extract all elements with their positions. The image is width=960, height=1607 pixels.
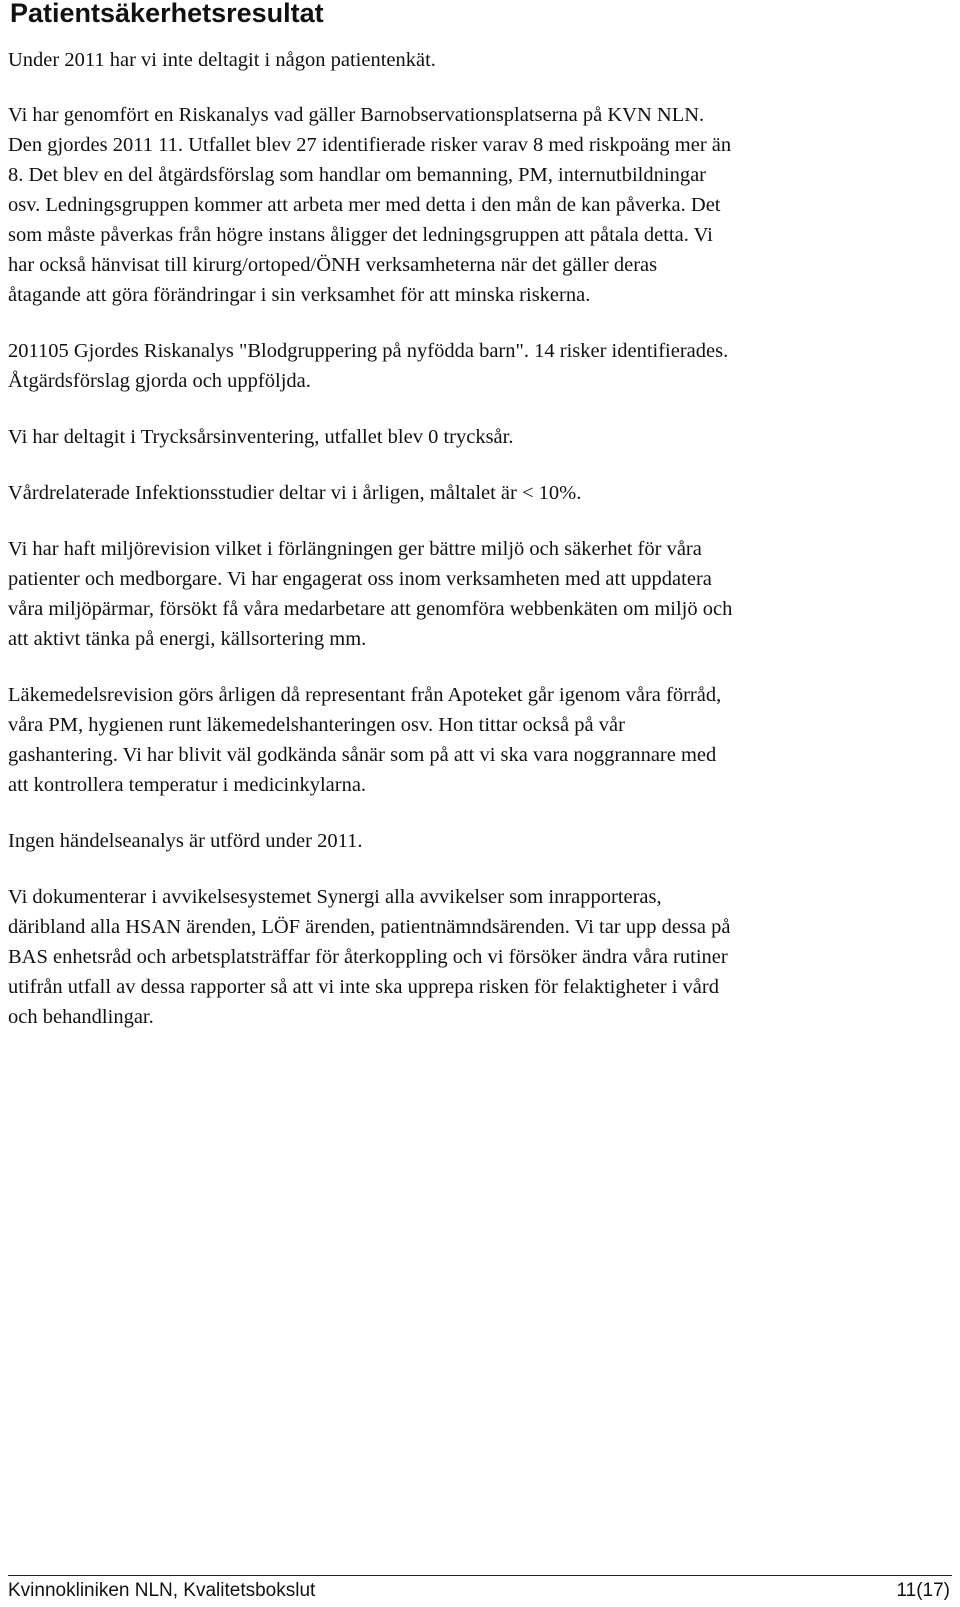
text-line: och behandlingar. xyxy=(8,1006,154,1028)
text-line: Vårdrelaterade Infektionsstudier deltar vi i årligen, måltalet är < 10%. xyxy=(8,482,582,504)
text-line: Åtgärdsförslag gjorda och uppföljda. xyxy=(8,370,311,392)
text-line: våra miljöpärmar, försökt få våra medarbetare att genomföra webbenkäten om miljö och xyxy=(8,598,733,620)
text-line: 201105 Gjordes Riskanalys "Blodgruppering på nyfödda barn". 14 risker identifierades. xyxy=(8,340,729,362)
text-line: Ingen händelseanalys är utförd under 2011. xyxy=(8,830,363,852)
text-line: Den gjordes 2011 11. Utfallet blev 27 identifierade risker varav 8 med riskpoäng mer än xyxy=(8,134,732,156)
text-line: osv. Ledningsgruppen kommer att arbeta mer med detta i den mån de kan påverka. Det xyxy=(8,194,721,216)
footer-document-title: Kvinnokliniken NLN, Kvalitetsbokslut xyxy=(8,1580,316,1601)
text-line: Läkemedelsrevision görs årligen då representant från Apoteket går igenom våra förråd, xyxy=(8,684,722,706)
text-line: att kontrollera temperatur i medicinkylarna. xyxy=(8,774,367,796)
footer-divider xyxy=(8,1575,952,1576)
text-line: Vi dokumenterar i avvikelsesystemet Synergi alla avvikelser som inrapporteras, xyxy=(8,886,662,908)
footer-page-number: 11(17) xyxy=(896,1580,950,1601)
text-line: 8. Det blev en del åtgärdsförslag som handlar om bemanning, PM, internutbildningar xyxy=(8,164,706,186)
text-line: Vi har haft miljörevision vilket i förlängningen ger bättre miljö och säkerhet för våra xyxy=(8,538,702,560)
paragraph-pressure-ulcers xyxy=(8,422,953,452)
document-body xyxy=(8,45,953,1058)
text-line: åtagande att göra förändringar i sin verksamhet för att minska riskerna. xyxy=(8,284,591,306)
text-line: våra PM, hygienen runt läkemedelshanteringen osv. Hon tittar också på vår xyxy=(8,714,625,736)
text-line: har också hänvisat till kirurg/ortoped/ÖNH verksamheterna när det gäller deras xyxy=(8,254,658,276)
page-heading: Patientsäkerhetsresultat xyxy=(10,0,324,28)
paragraph-patient-survey xyxy=(8,45,953,75)
paragraph-medication-audit xyxy=(8,680,953,800)
text-line: Vi har genomfört en Riskanalys vad gäller Barnobservationsplatserna på KVN NLN. xyxy=(8,104,705,126)
paragraph-risk-analysis xyxy=(8,100,953,310)
text-line: att aktivt tänka på energi, källsortering mm. xyxy=(8,628,367,650)
paragraph-event-analysis xyxy=(8,826,953,856)
text-line: BAS enhetsråd och arbetsplatsträffar för återkoppling och vi försöker ändra våra rutiner xyxy=(8,946,728,968)
paragraph-environment-audit xyxy=(8,534,953,654)
page-footer xyxy=(8,1578,950,1604)
text-line: patienter och medborgare. Vi har engagerat oss inom verksamheten med att uppdatera xyxy=(8,568,712,590)
text-line: som måste påverkas från högre instans åligger det ledningsgruppen att påtala detta. Vi xyxy=(8,224,713,246)
text-line: utifrån utfall av dessa rapporter så att vi inte ska upprepa risken för felaktigheter i vård xyxy=(8,976,719,998)
text-line: däribland alla HSAN ärenden, LÖF ärenden, patientnämndsärenden. Vi tar upp dessa på xyxy=(8,916,731,938)
text-line: Under 2011 har vi inte deltagit i någon patientenkät. xyxy=(8,49,436,71)
paragraph-blood-grouping xyxy=(8,336,953,396)
text-line: gashantering. Vi har blivit väl godkända sånär som på att vi ska vara noggrannare med xyxy=(8,744,717,766)
paragraph-infection-studies xyxy=(8,478,953,508)
paragraph-deviation-reporting xyxy=(8,882,953,1032)
text-line: Vi har deltagit i Trycksårsinventering, utfallet blev 0 trycksår. xyxy=(8,426,514,448)
